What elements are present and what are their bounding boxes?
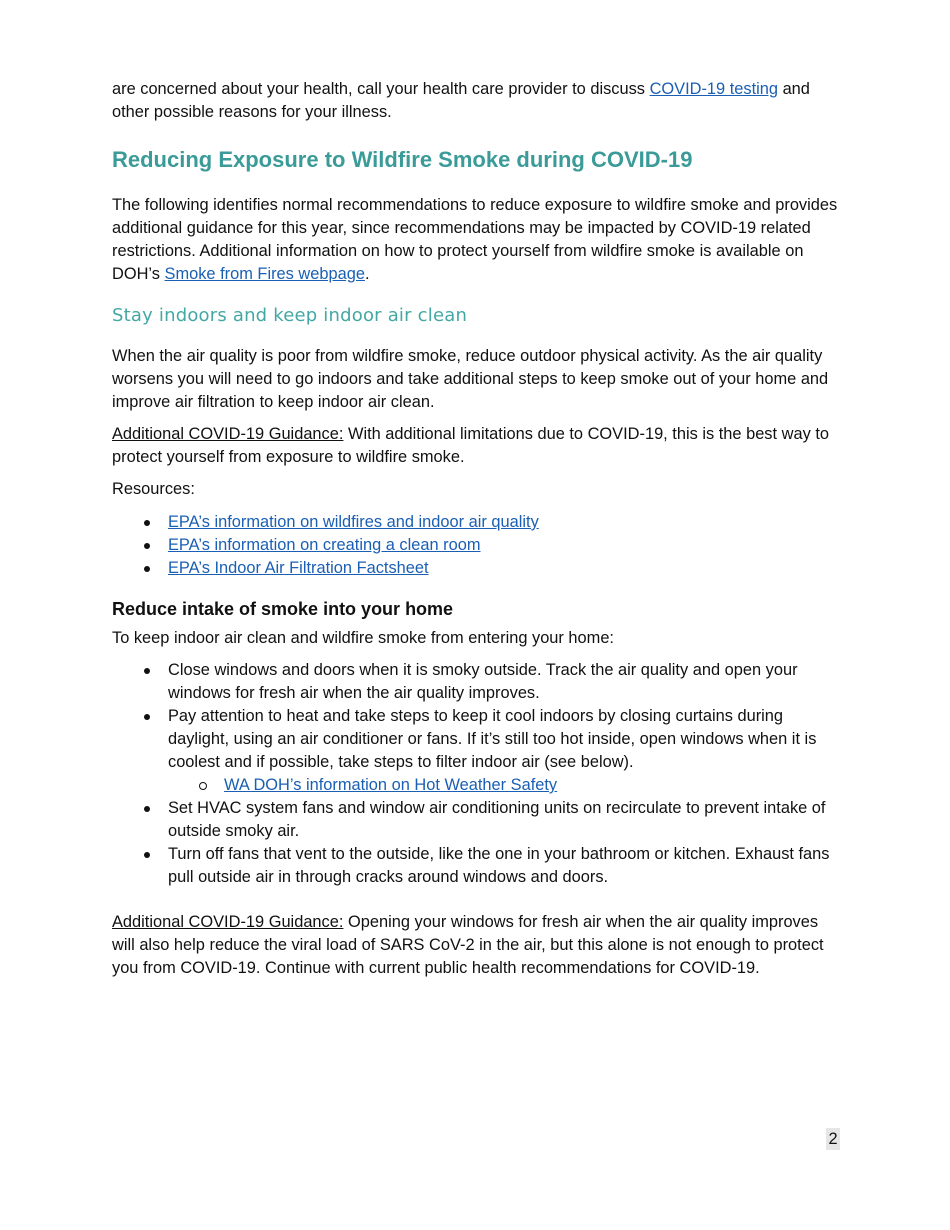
section-paragraph bbox=[112, 194, 840, 286]
smoke-from-fires-link[interactable]: Smoke from Fires webpage bbox=[164, 265, 365, 283]
list-item bbox=[112, 557, 840, 580]
section-text: The following identifies normal recommendations to reduce exposure to wildfire smoke and provides additional guidance for this year, since recommendations may be impacted by COVID-19 related restrictions. Additional information on how to protect yourself from wildfire smoke is available on DOH’s bbox=[112, 196, 838, 283]
resource-link-clean-room[interactable]: EPA’s information on creating a clean room bbox=[168, 536, 481, 554]
list-item-text: Pay attention to heat and take steps to keep it cool indoors by closing curtains during daylight, using an air conditioner or fans. If it’s still too hot inside, open windows when it is coolest and if possible, take steps to filter indoor air (see below). bbox=[168, 707, 817, 771]
section-heading: Reducing Exposure to Wildfire Smoke during COVID-19 bbox=[112, 147, 693, 172]
intro-text: are concerned about your health, call your health care provider to discuss bbox=[112, 80, 650, 98]
page-number: 2 bbox=[826, 1128, 840, 1150]
reduce-intro: To keep indoor air clean and wildfire smoke from entering your home: bbox=[112, 629, 614, 647]
reduce-list bbox=[112, 659, 840, 889]
covid-testing-link[interactable]: COVID-19 testing bbox=[649, 80, 779, 98]
intro-text-end: and other possible reasons for your illness. bbox=[112, 80, 810, 121]
indoors-heading: Stay indoors and keep indoor air clean bbox=[112, 305, 468, 326]
section-text-end: . bbox=[364, 265, 370, 283]
guidance-text: With additional limitations due to COVID-19, this is the best way to protect yourself from exposure to wildfire smoke. bbox=[112, 425, 829, 466]
reduce-guidance bbox=[112, 911, 840, 980]
resource-link-wildfires-indoor-air[interactable]: EPA’s information on wildfires and indoor air quality bbox=[168, 513, 539, 531]
sub-list bbox=[168, 774, 840, 797]
list-item: Set HVAC system fans and window air conditioning units on recirculate to prevent intake of outside smoky air. bbox=[112, 797, 840, 843]
guidance-text: Opening your windows for fresh air when the air quality improves will also help reduce the viral load of SARS CoV-2 in the air, but this alone is not enough to protect you from COVID-19. Continue with current public health recommendations for COVID-19. bbox=[112, 913, 824, 977]
resources-label: Resources: bbox=[112, 480, 195, 498]
list-item bbox=[112, 511, 840, 534]
list-item bbox=[112, 534, 840, 557]
list-item: Turn off fans that vent to the outside, like the one in your bathroom or kitchen. Exhaust fans pull outside air in through cracks around windows and doors. bbox=[112, 843, 840, 889]
sub-list-item bbox=[168, 774, 840, 797]
guidance-label: Additional COVID-19 Guidance: bbox=[112, 913, 344, 931]
guidance-label: Additional COVID-19 Guidance: bbox=[112, 425, 344, 443]
hot-weather-safety-link[interactable]: WA DOH’s information on Hot Weather Safety bbox=[224, 776, 558, 794]
intro-paragraph bbox=[112, 78, 840, 124]
indoors-guidance bbox=[112, 423, 840, 469]
list-item bbox=[112, 705, 840, 797]
resources-list bbox=[112, 511, 840, 580]
reduce-heading: Reduce intake of smoke into your home bbox=[112, 599, 454, 619]
indoors-paragraph: When the air quality is poor from wildfire smoke, reduce outdoor physical activity. As the air quality worsens you will need to go indoors and take additional steps to keep smoke out of your home and improve air filtration to keep indoor air clean. bbox=[112, 347, 829, 411]
list-item: Close windows and doors when it is smoky outside. Track the air quality and open your windows for fresh air when the air quality improves. bbox=[112, 659, 840, 705]
document-page bbox=[112, 78, 840, 980]
resource-link-air-filtration-factsheet[interactable]: EPA’s Indoor Air Filtration Factsheet bbox=[168, 559, 429, 577]
